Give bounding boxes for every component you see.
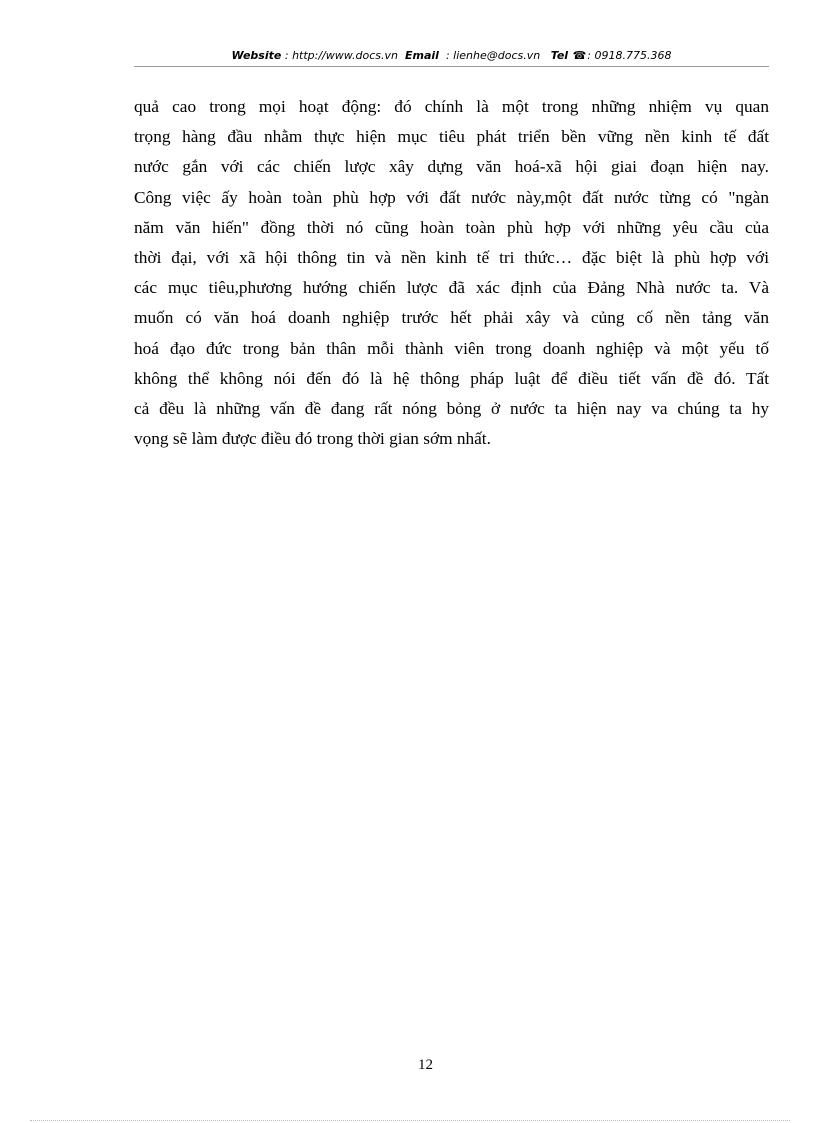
email-separator: : xyxy=(442,49,454,62)
tel-label: Tel xyxy=(550,49,569,62)
page-header xyxy=(134,47,769,65)
website-label: Website xyxy=(231,49,282,62)
paragraph-line: vọng sẽ làm được điều đó trong thời gian sớm nhất. xyxy=(134,429,491,449)
paragraph-line: cả đều là những vấn đề đang rất nóng bỏng ở nước ta hiện nay va chúng ta hy xyxy=(134,398,769,418)
email-label: Email xyxy=(405,49,439,62)
paragraph-line: muốn có văn hoá doanh nghiệp trước hết phải xây và củng cố nền tảng văn xyxy=(134,308,769,328)
paragraph-line: năm văn hiến" đồng thời nó cũng hoàn toàn phù hợp với những yêu cầu của xyxy=(134,217,769,237)
email-address[interactable]: lienhe@docs.vn xyxy=(453,49,541,62)
page-number: 12 xyxy=(418,1057,433,1073)
website-separator: : xyxy=(281,49,293,62)
paragraph-line: trọng hàng đầu nhằm thực hiện mục tiêu phát triển bền vững nền kinh tế đất xyxy=(134,127,769,147)
paragraph-line: thời đại, với xã hội thông tin và nền kinh tế tri thức… đặc biệt là phù hợp với xyxy=(134,247,769,267)
header-divider xyxy=(134,66,769,67)
website-url[interactable]: http://www.docs.vn xyxy=(292,49,399,62)
paragraph-line: Công việc ấy hoàn toàn phù hợp với đất nước này,một đất nước từng có "ngàn xyxy=(134,187,769,207)
body-paragraph xyxy=(134,92,769,454)
paragraph-line: các mục tiêu,phương hướng chiến lược đã xác định của Đảng Nhà nước ta. Và xyxy=(134,278,769,298)
page-bottom-border xyxy=(30,1120,790,1121)
paragraph-line: quả cao trong mọi hoạt động: đó chính là một trong những nhiệm vụ quan xyxy=(134,97,769,116)
phone-icon: ☎ xyxy=(572,49,587,62)
paragraph-line: không thể không nói đến đó là hệ thông pháp luật để điều tiết vấn đề đó. Tất xyxy=(134,368,769,388)
tel-separator: : xyxy=(587,49,595,62)
paragraph-line: nước gắn với các chiến lược xây dựng văn hoá-xã hội giai đoạn hiện nay. xyxy=(134,157,769,177)
paragraph-line: hoá đạo đức trong bản thân mỗi thành viên trong doanh nghiệp và một yếu tố xyxy=(134,338,769,358)
tel-number: 0918.775.368 xyxy=(594,49,672,62)
